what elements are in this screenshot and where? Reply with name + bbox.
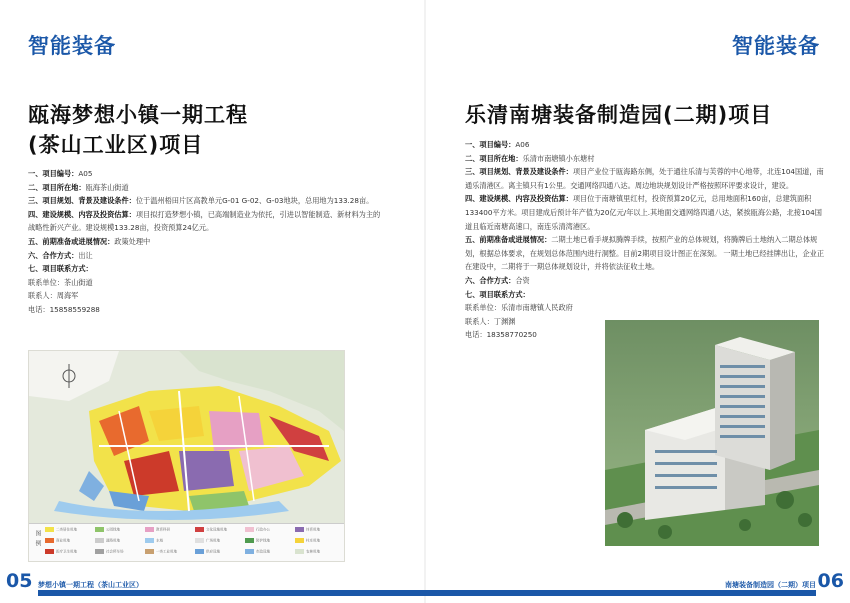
footer-label: 南塘装备制造园（二期）项目 bbox=[725, 581, 816, 589]
detail-item: 五、前期准备或进展情况：政策处理中 bbox=[28, 236, 151, 246]
legend-item: 水域 bbox=[145, 538, 179, 544]
footer-bar bbox=[38, 590, 425, 596]
detail-item: 一、项目编号：A06 bbox=[465, 140, 530, 149]
contact-unit: 联系单位：茶山街道 bbox=[28, 277, 93, 287]
detail-item: 七、项目联系方式： bbox=[465, 289, 530, 299]
building-rendering bbox=[605, 320, 819, 546]
contact-phone: 电话：18358770250 bbox=[465, 330, 537, 340]
project-title: 乐清南塘装备制造园(二期)项目 bbox=[465, 103, 773, 127]
section-title: 智能装备 bbox=[732, 34, 820, 58]
land-use-map bbox=[28, 350, 345, 562]
page-number: 06 bbox=[817, 570, 844, 592]
detail-item: 六、合作方式：合资 bbox=[465, 275, 530, 285]
detail-item: 三、项目规划、背景及建设条件：项目产业位于瓯海路东侧，处于通往乐清与芙蓉的中心地带，北连104国道，南通乐清港区。离主镇只有1公里。交通网络四通八达。周边地块规划设计严格按照环评要求设计，建设。 bbox=[465, 167, 824, 190]
contact-phone: 电话：15858559288 bbox=[28, 304, 100, 314]
legend-item: 社会停车场 bbox=[95, 549, 129, 555]
legend-item: 农林用地 bbox=[295, 549, 329, 555]
legend-item: 一类工业用地 bbox=[145, 549, 179, 555]
project-title bbox=[28, 100, 248, 160]
legend-item: 公园绿地 bbox=[95, 527, 129, 533]
detail-item: 四、建设规模、内容及投资估算：项目位于南塘镇里红村，投资预算20亿元，总用地面积160亩，总建筑面积133400平方米。项目建成后预计年产值为20亿元/年以上.其地面交通网络四通八达，紧挨瓯海公路，北接104国道且临近南塘高速口，南连乐清湾港区。 bbox=[465, 194, 822, 231]
detail-item: 三、项目规划、背景及建设条件：位于温州梧田片区高教单元G-01 G-02、G-03地块，总用地为133.28亩。 bbox=[28, 196, 374, 206]
project-details bbox=[465, 138, 829, 342]
footer-bar bbox=[425, 590, 816, 596]
contact-person: 联系人：丁渊渊 bbox=[465, 316, 516, 326]
legend-item: 体育用地 bbox=[295, 527, 329, 533]
project-title-line2: (茶山工业区)项目 bbox=[28, 133, 204, 157]
building-graphic bbox=[605, 320, 819, 546]
footer-label: 梦想小镇一期工程（茶山工业区） bbox=[38, 581, 143, 589]
legend-item: 防护绿地 bbox=[245, 538, 279, 544]
legend-item: 二类居住用地 bbox=[45, 527, 79, 533]
legend-item: 供应设施 bbox=[195, 549, 229, 555]
legend-item: 教育科研 bbox=[145, 527, 179, 533]
legend-item: 医疗卫生用地 bbox=[45, 549, 79, 555]
legend-item: 道路用地 bbox=[95, 538, 129, 544]
detail-item: 六、合作方式：出让 bbox=[28, 250, 93, 260]
detail-item: 二、项目所在地：瓯海茶山街道 bbox=[28, 182, 129, 192]
project-title-line1: 瓯海梦想小镇一期工程 bbox=[28, 103, 248, 127]
map-legend bbox=[29, 523, 344, 562]
legend-item: 市政设施 bbox=[245, 549, 279, 555]
detail-item: 二、项目所在地：乐清市南塘镇小东塘村 bbox=[465, 153, 595, 163]
map-graphic bbox=[29, 351, 344, 523]
legend-item: 村庄用地 bbox=[295, 538, 329, 544]
detail-item: 四、建设规模、内容及投资估算：项目拟打造梦想小镇，已高端制造业为依托，引进以智能制造、新材料为主的战略性新兴产业。建设规模133.28亩，投资预算24亿元。 bbox=[28, 209, 381, 233]
contact-person: 联系人：周海军 bbox=[28, 291, 79, 301]
legend-item: 广场用地 bbox=[195, 538, 229, 544]
section-title: 智能装备 bbox=[28, 34, 116, 58]
detail-item: 五、前期准备或进展情况：二期土地已看手规拟腾牌手续，按照产业的总体规划，将腾牌后土地纳入二期总体规划，根据总体要求，在规划总体范围内进行洞整。目前2期项目设计图正在深刻。 一期土地已经挂牌出让，企业正在建设中，二期将于一期总体规划设计，并将依法征收土地。 bbox=[465, 235, 825, 272]
legend-item: 文化设施用地 bbox=[195, 527, 229, 533]
legend-label: 图例 bbox=[34, 530, 41, 550]
page-number: 05 bbox=[6, 570, 33, 592]
detail-item: 一、项目编号：A05 bbox=[28, 169, 93, 178]
legend-item: 商业用地 bbox=[45, 538, 79, 544]
right-page bbox=[425, 0, 850, 603]
contact-unit: 联系单位：乐清市南塘镇人民政府 bbox=[465, 303, 573, 313]
project-details bbox=[28, 167, 386, 317]
legend-item: 行政办公 bbox=[245, 527, 279, 533]
detail-item: 七、项目联系方式： bbox=[28, 264, 93, 274]
